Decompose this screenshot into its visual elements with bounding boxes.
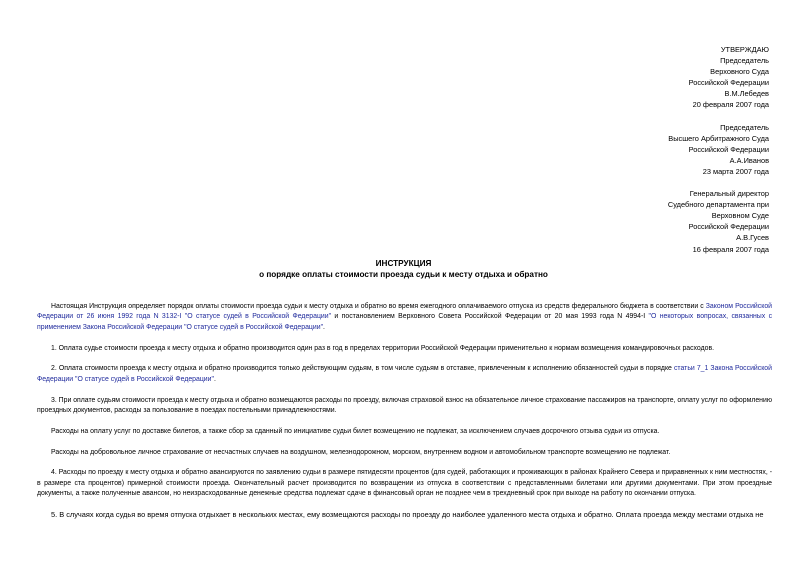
approval-line: Председатель (720, 56, 769, 66)
approval-line: А.А.Иванов (729, 155, 769, 165)
paragraph-3: 3. При оплате судьям стоимости проезда к месту отдыха и обратно возмещаются расходы по проезду, включая страховой взнос на обязательное личное страхование пассажиров на транспорте, оплату услуг по оформлению проездных документов, расходы за пользование в поездах постельными принадлежностями. (37, 396, 772, 415)
approval-line: УТВЕРЖДАЮ (720, 45, 769, 54)
paragraph-3-insurance: Расходы на добровольное личное страхование от несчастных случаев на воздушном, железнодорожном, морском, внутреннем водном и автомобильном транспорте возмещению не подлежат. (51, 448, 671, 456)
paragraph-text: и постановлением Верховного Совета Российской Федерации от 20 мая 1993 года N 4994-I (331, 313, 649, 321)
document-title (0, 258, 807, 280)
approval-line: 16 февраля 2007 года (692, 244, 769, 254)
approval-line: Российской Федерации (688, 78, 769, 88)
document-body (37, 302, 772, 531)
paragraph-text: . (213, 375, 216, 383)
approval-line: Высшего Арбитражного Суда (668, 133, 769, 143)
approval-stamps (668, 44, 769, 266)
paragraph-text: . (323, 323, 325, 331)
approval-line: Генеральный директор (689, 189, 769, 199)
paragraph-preamble (37, 302, 772, 333)
approval-block-supreme-court (668, 44, 769, 111)
approval-line: Российской Федерации (688, 144, 769, 154)
approval-line: Судебного департамента при (667, 200, 769, 210)
paragraph-text: 2. Оплата стоимости проезда к месту отдыха и обратно производится только действующим судьям, в том числе судьям в отставке, привлеченным к исполнению обязанностей судьи в порядке (51, 365, 674, 373)
approval-line: Верховном Суде (711, 211, 769, 221)
approval-block-judicial-department (668, 188, 769, 255)
law-link[interactable]: Законом Российской Федерации от 26 июня 1992 года N 3132-I "О статусе судей в Российской Федерации" (37, 303, 773, 321)
title-main: ИНСТРУКЦИЯ (375, 259, 432, 268)
paragraph-5: 5. В случаях когда судья во время отпуска отдыхает в нескольких местах, ему возмещаются расходы по проезду до наиболее удаленного места отдыха и обратно. Оплата проезда между местами отдыха не (51, 510, 764, 520)
article-link[interactable]: статьи 7_1 Закона Российской Федерации "О статусе судей в Российской Федерации" (37, 365, 772, 383)
approval-line: Председатель (720, 122, 769, 132)
paragraph-2 (37, 364, 772, 385)
approval-line: 23 марта 2007 года (702, 166, 769, 176)
paragraph-text: Настоящая Инструкция определяет порядок оплаты стоимости проезда судьи к месту отдыха и обратно во время ежегодного оплачиваемого отпуска из средств федерального бюджета в соответствии с (51, 303, 706, 310)
paragraph-3-ticket-costs: Расходы на оплату услуг по доставке билетов, а также сбор за сданный по инициативе судьи билет возмещению не подлежат, за исключением случаев досрочного отзыва судьи из отпуска. (51, 427, 660, 435)
approval-line: Верховного Суда (710, 67, 769, 77)
approval-block-arbitration-court (668, 122, 769, 177)
resolution-link[interactable]: "О некоторых вопросах, связанных с применением Закона Российской Федерации "О статусе судей в Российской Федерации" (37, 313, 773, 331)
approval-line: 20 февраля 2007 года (692, 100, 769, 110)
title-subtitle: о порядке оплаты стоимости проезда судьи к месту отдыха и обратно (259, 270, 548, 279)
approval-line: Российской Федерации (688, 222, 769, 232)
paragraph-1: 1. Оплата судье стоимости проезда к месту отдыха и обратно производится один раз в год в пределах территории Российской Федерации применительно к нормам возмещения командировочных расходов. (51, 344, 715, 352)
paragraph-4: 4. Расходы по проезду к месту отдыха и обратно авансируются по заявлению судьи в размере пятидесяти процентов (для судей, работающих и проживающих в районах Крайнего Севера и приравненных к ним местностях, - в размере ста процентов) примерной стоимости проезда. Окончательный расчет производится по возвращении из отпуска в соответствии с представленными билетами или другими документами. При этом проездные документы, а также полученные авансом, но неизрасходованные денежные средства подлежат сдаче в финансовый орган не позднее чем в трехдневный срок при выходе на работу по окончании отпуска. (37, 469, 772, 498)
approval-line: А.В.Гусев (736, 233, 769, 243)
approval-line: В.М.Лебедев (724, 89, 769, 99)
